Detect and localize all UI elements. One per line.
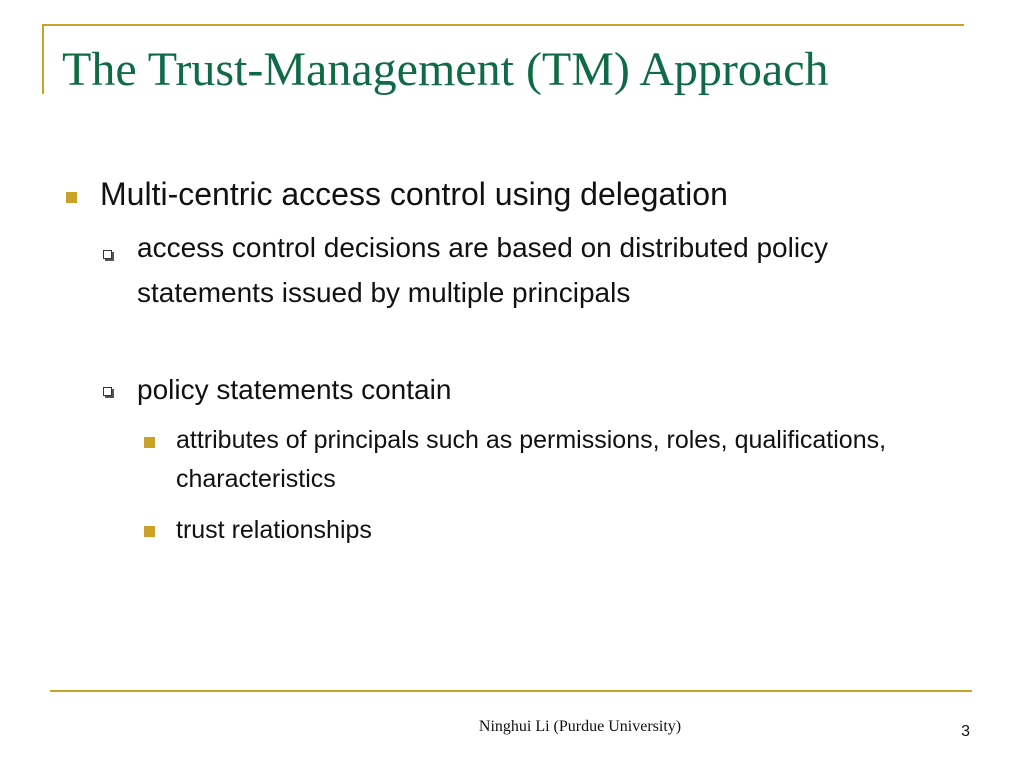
- filled-square-bullet-icon: [144, 526, 155, 537]
- bullet-level2: policy statements contain: [137, 374, 452, 405]
- bullet-level1: Multi-centric access control using delegation: [100, 176, 728, 212]
- filled-square-bullet-icon: [66, 192, 77, 203]
- filled-square-bullet-icon: [144, 437, 155, 448]
- footer-divider: [50, 690, 972, 692]
- slide-title: The Trust-Management (TM) Approach: [62, 43, 829, 96]
- page-number: 3: [961, 723, 970, 740]
- hollow-square-bullet-icon: [103, 250, 112, 259]
- hollow-square-bullet-icon: [103, 387, 112, 396]
- footer-text: Ninghui Li (Purdue University): [478, 718, 682, 735]
- bullet-level3: attributes of principals such as permissions, roles, qualifications, characteristics: [176, 426, 887, 493]
- bullet-level2: access control decisions are based on distributed policy statements issued by multiple principals: [137, 232, 829, 308]
- bullet-level3: trust relationships: [176, 516, 372, 544]
